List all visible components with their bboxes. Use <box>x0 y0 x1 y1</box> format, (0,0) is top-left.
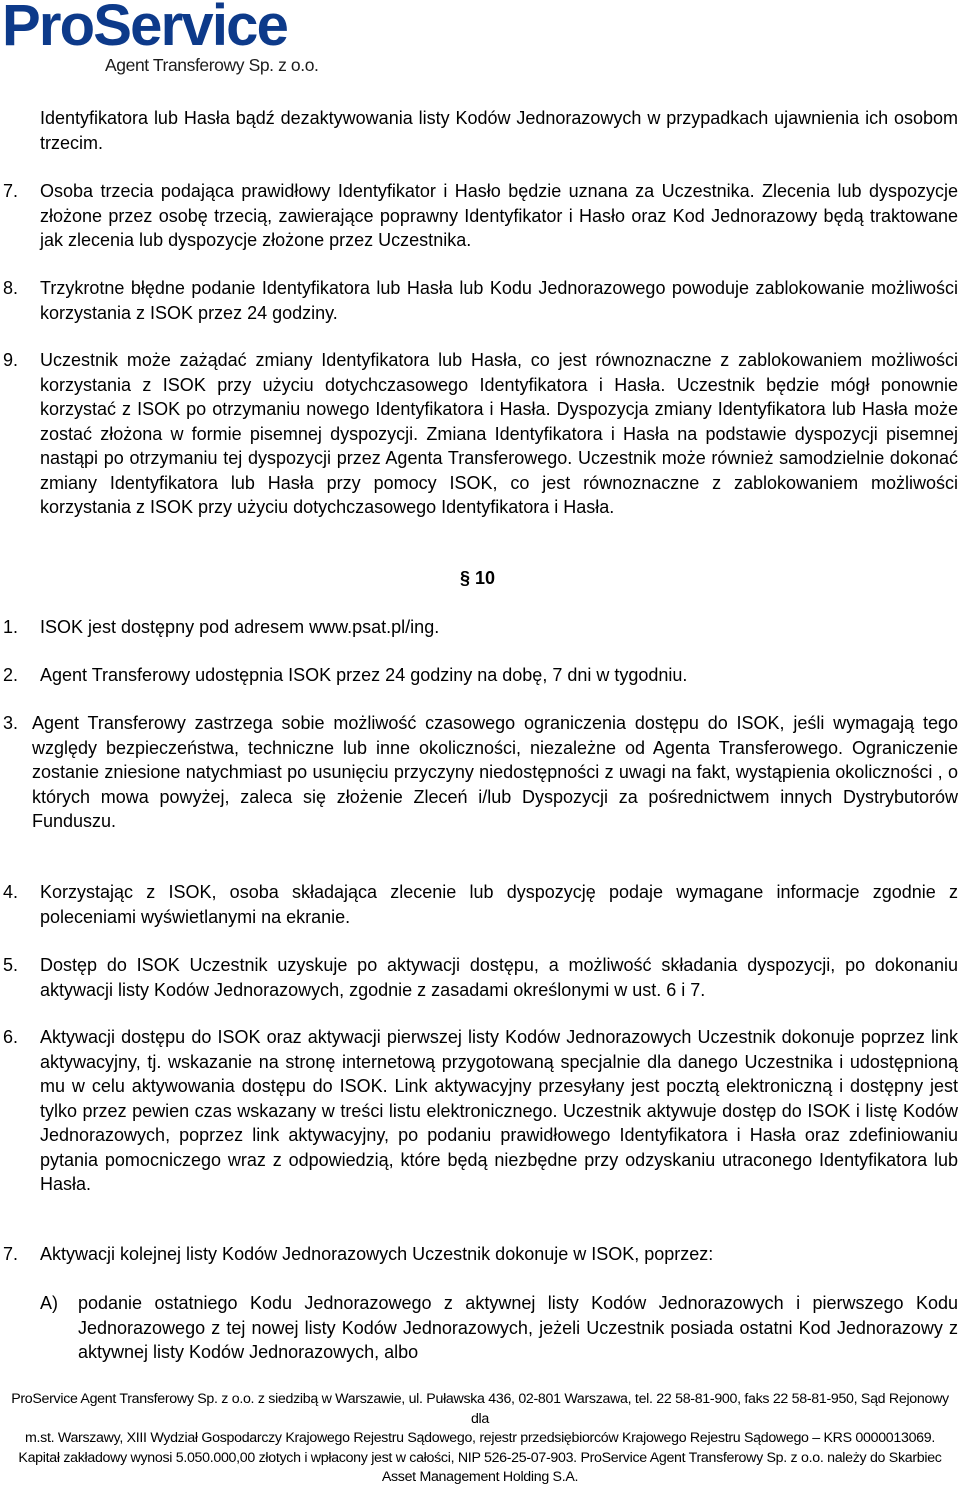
company-logo <box>0 0 330 80</box>
item-number: 7. <box>3 181 19 201</box>
sub-item-text: podanie ostatniego Kodu Jednorazowego z aktywnej listy Kodów Jednorazowych i pierwszego Kodu Jednorazowego z tej nowej listy Kodów Jednorazowych, jeżeli Uczestnik posiada ostatni Kod Jednorazowy z aktywnej listy Kodów Jednorazowych, albo <box>78 1293 958 1362</box>
item-text: Uczestnik może zażądać zmiany Identyfikatora lub Hasła, co jest równoznaczne z zablokowaniem możliwości korzystania z ISOK przy użyciu dotychczasowego Identyfikatora i Hasła. Uczestnik będzie mógł ponownie korzystać z ISOK po otrzymaniu nowego Identyfikatora i Hasła. Dyspozycja zmiany Identyfikatora lub Hasła może zostać złożona w formie pisemnej dyspozycji. Zmiana Identyfikatora i Hasła na podstawie dyspozycji pisemnej nastąpi po otrzymaniu tej dyspozycji przez Agenta Transferowego. Uczestnik może również samodzielnie dokonać zmiany Identyfikatora lub Hasła przy pomocy ISOK, co jest równoznaczne z zablokowaniem możliwości korzystania z ISOK przy użyciu dotychczasowego Identyfikatora i Hasła. <box>40 350 958 517</box>
item-text: Osoba trzecia podająca prawidłowy Identyfikator i Hasło będzie uznana za Uczestnika. Zlecenia lub dyspozycje złożone przez osobę trzecią, zawierające poprawny Identyfikator i Hasło oraz Kod Jednorazowy będą traktowane jak zlecenia lub dyspozycje złożone przez Uczestnika. <box>40 181 958 250</box>
item-number: 7. <box>3 1244 19 1264</box>
item-text: Dostęp do ISOK Uczestnik uzyskuje po aktywacji dostępu, a możliwość składania dyspozycji, po dokonaniu aktywacji listy Kodów Jednorazowych, zgodnie z zasadami określonymi w ust. 6 i 7. <box>40 955 958 1000</box>
item-text: Korzystając z ISOK, osoba składająca zlecenie lub dyspozycję podaje wymagane informacje zgodnie z poleceniami wyświetlanymi na ekranie. <box>40 882 958 927</box>
section-heading: § 10 <box>460 568 496 588</box>
footer-line: Kapitał zakładowy wynosi 5.050.000,00 złotych i wpłacony jest w całości, NIP 526-25-07-903. ProService Agent Transferowy Sp. z o.o. należy do Skarbiec <box>18 1449 942 1466</box>
footer-line: Asset Management Holding S.A. <box>381 1469 579 1485</box>
item-text: Aktywacji dostępu do ISOK oraz aktywacji pierwszej listy Kodów Jednorazowych Uczestnik dokonuje poprzez link aktywacyjny, tj. wskazanie na stronę internetową przygotowaną specjalnie dla danego Uczestnika i udostępnioną mu w celu aktywowania dostępu do ISOK. Link aktywacyjny przesyłany jest pocztą elektroniczną i dostępny jest tylko przez pewien czas wskazany w treści listu elektronicznego. Uczestnik aktywuje dostęp do ISOK i listę Kodów Jednorazowych, poprzez link aktywacyjny, po podaniu prawidłowego Identyfikatora i Hasła oraz zdefiniowaniu pytania pomocniczego wraz z odpowiedzią, które będą niezbędne przy odzyskaniu utraconego Identyfikatora lub Hasła. <box>40 1027 958 1194</box>
item-text: ISOK jest dostępny pod adresem www.psat.pl/ing. <box>40 617 440 637</box>
item-text: Trzykrotne błędne podanie Identyfikatora lub Hasła lub Kodu Jednorazowego powoduje zablokowanie możliwości korzystania z ISOK przez 24 godziny. <box>40 278 958 323</box>
item-text: Aktywacji kolejnej listy Kodów Jednorazowych Uczestnik dokonuje w ISOK, poprzez: <box>40 1244 714 1264</box>
item-number: 9. <box>3 350 19 370</box>
sub-item-label: A) <box>40 1293 58 1313</box>
item-number: 6. <box>3 1027 19 1047</box>
logo-subtitle: Agent Transferowy Sp. z o.o. <box>105 55 319 75</box>
item-number: 5. <box>3 955 19 975</box>
item-number: 8. <box>3 278 19 298</box>
item-number: 3. <box>3 713 19 733</box>
footer-line: ProService Agent Transferowy Sp. z o.o. z siedzibą w Warszawie, ul. Puławska 436, 02-801 Warszawa, tel. 22 58-81-900, faks 22 58-81-950, Sąd Rejonowy <box>11 1391 949 1407</box>
item-text: Agent Transferowy udostępnia ISOK przez 24 godziny na dobę, 7 dni w tygodniu. <box>40 665 688 685</box>
item-number: 4. <box>3 882 19 902</box>
item-number: 1. <box>3 617 19 637</box>
logo-wordmark: ProService <box>2 0 288 58</box>
item-number: 2. <box>3 665 19 685</box>
footer-line: dla <box>470 1410 490 1427</box>
page-footer <box>0 1390 960 1488</box>
footer-line: m.st. Warszawy, XIII Wydział Gospodarczy Krajowego Rejestru Sądowego, rejestr przedsiębiorców Krajowego Rejestru Sądowego – KRS 0000013069. <box>25 1430 935 1446</box>
item-text: Agent Transferowy zastrzega sobie możliwość czasowego ograniczenia dostępu do ISOK, jeśli wymagają tego względy bezpieczeństwa, techniczne lub inne okoliczności, niezależne od Agenta Transferowego. Ograniczenie zostanie zniesione natychmiast po usunięciu przyczyny niedostępności z uwagi na fakt, wystąpienia okoliczności , o których mowa powyżej, zaleca się złożenie Zleceń i/lub Dyspozycji za pośrednictwem innych Dystrybutorów Funduszu. <box>32 713 958 831</box>
